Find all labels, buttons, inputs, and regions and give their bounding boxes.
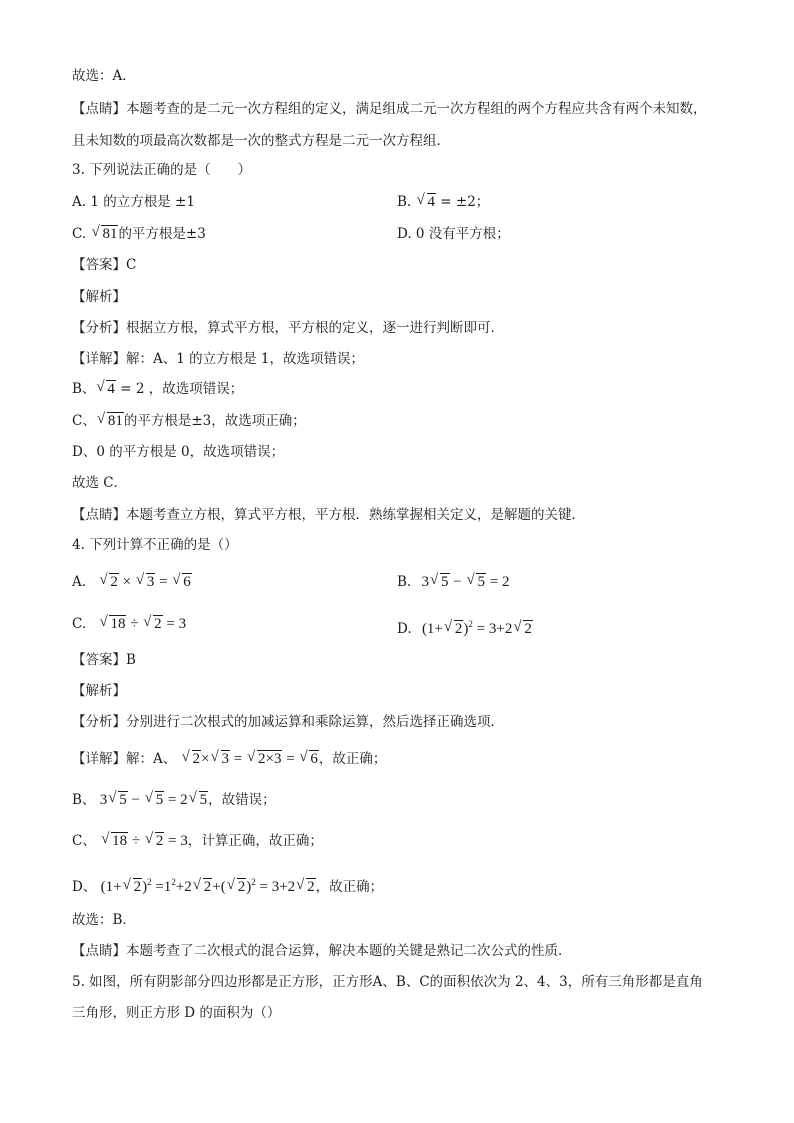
detail-3b: B、√ 4 = 2 ，故选项错误； [72, 379, 243, 399]
detail-3d: D、0 的平方根是 0，故选项错误； [72, 444, 285, 460]
detail-3: 【详解】解：A、1 的立方根是 1，故选项错误； [72, 351, 365, 367]
detail-4b: B、 3√ 5 − √ 5 = 2√ 5，故错误； [72, 790, 276, 810]
detail-4c: C、 √ 18 ÷ √ 2 = 3，计算正确，故正确； [72, 831, 323, 851]
answer-3: 【答案】C [72, 257, 137, 273]
question-5-line-1: 5. 如图，所有阴影部分四边形都是正方形，正方形A、B、C的面积依次为 2、4、3，所有三角形都是直角 [72, 974, 703, 990]
detail-3c: C、√ 81的平方根是±3，故选项正确； [72, 411, 306, 431]
analysis-heading-4: 【解析】 [72, 683, 126, 699]
text-line: 且未知数的项最高次数都是一次的整式方程是二元一次方程组． [72, 133, 450, 149]
question-4: 4. 下列计算不正确的是（） [72, 537, 238, 553]
option-3d: D. 0 没有平方根； [397, 226, 510, 242]
comment-4: 【点睛】本题考查了二次根式的混合运算，解决本题的关键是熟记二次公式的性质． [72, 943, 572, 959]
detail-4d: D、 (1+√ $2)^2 =1^2+2√$ 2+(√ 2)$^2$ = 3+2√ 2，故正确； [72, 872, 383, 897]
choice-4: 故选：B． [72, 912, 136, 928]
option-4b: B. 3√ 5 − √ 5 = 2 [397, 572, 509, 592]
question-5-line-2: 三角形，则正方形 D 的面积为（） [72, 1005, 281, 1021]
analysis-3: 【分析】根据立方根，算式平方根，平方根的定义，逐一进行判断即可． [72, 320, 504, 336]
radical: √ 81 [98, 411, 124, 431]
option-3a: A. 1 的立方根是 ±1 [72, 194, 195, 210]
text-line: 【点睛】本题考查的是二元一次方程组的定义，满足组成二元一次方程组的两个方程应共含有两个未知数， [72, 101, 707, 117]
option-3c: C. √ 81的平方根是±3 [72, 224, 206, 244]
analysis-heading-3: 【解析】 [72, 289, 126, 305]
detail-4a: 【详解】解：A、 √ 2×√ 3 = √ 2×3 = √ 6，故正确； [72, 749, 386, 769]
option-4c: C. √ 18 ÷ √ 2 = 3 [72, 614, 186, 634]
option-3b: B. √ 4 = ±2； [397, 192, 489, 212]
radical: √ 4 [418, 192, 437, 212]
choice-3: 故选 C． [72, 475, 128, 491]
option-4a: A. √ 2 × √ 3 = √ 6 [72, 572, 192, 592]
text-line: 故选：A． [72, 68, 136, 84]
radical: √ 81 [92, 224, 118, 244]
comment-3: 【点睛】本题考查立方根，算式平方根，平方根．熟练掌握相关定义，是解题的关键． [72, 507, 585, 523]
option-4d: D. (1+√ 2)$^2$ = 3+2√ 2 [397, 614, 533, 639]
question-3: 3. 下列说法正确的是（ ） [72, 162, 252, 178]
analysis-4: 【分析】分别进行二次根式的加减运算和乘除运算，然后选择正确选项． [72, 714, 504, 730]
radical: √ 4 [97, 379, 116, 399]
answer-4: 【答案】B [72, 652, 136, 668]
